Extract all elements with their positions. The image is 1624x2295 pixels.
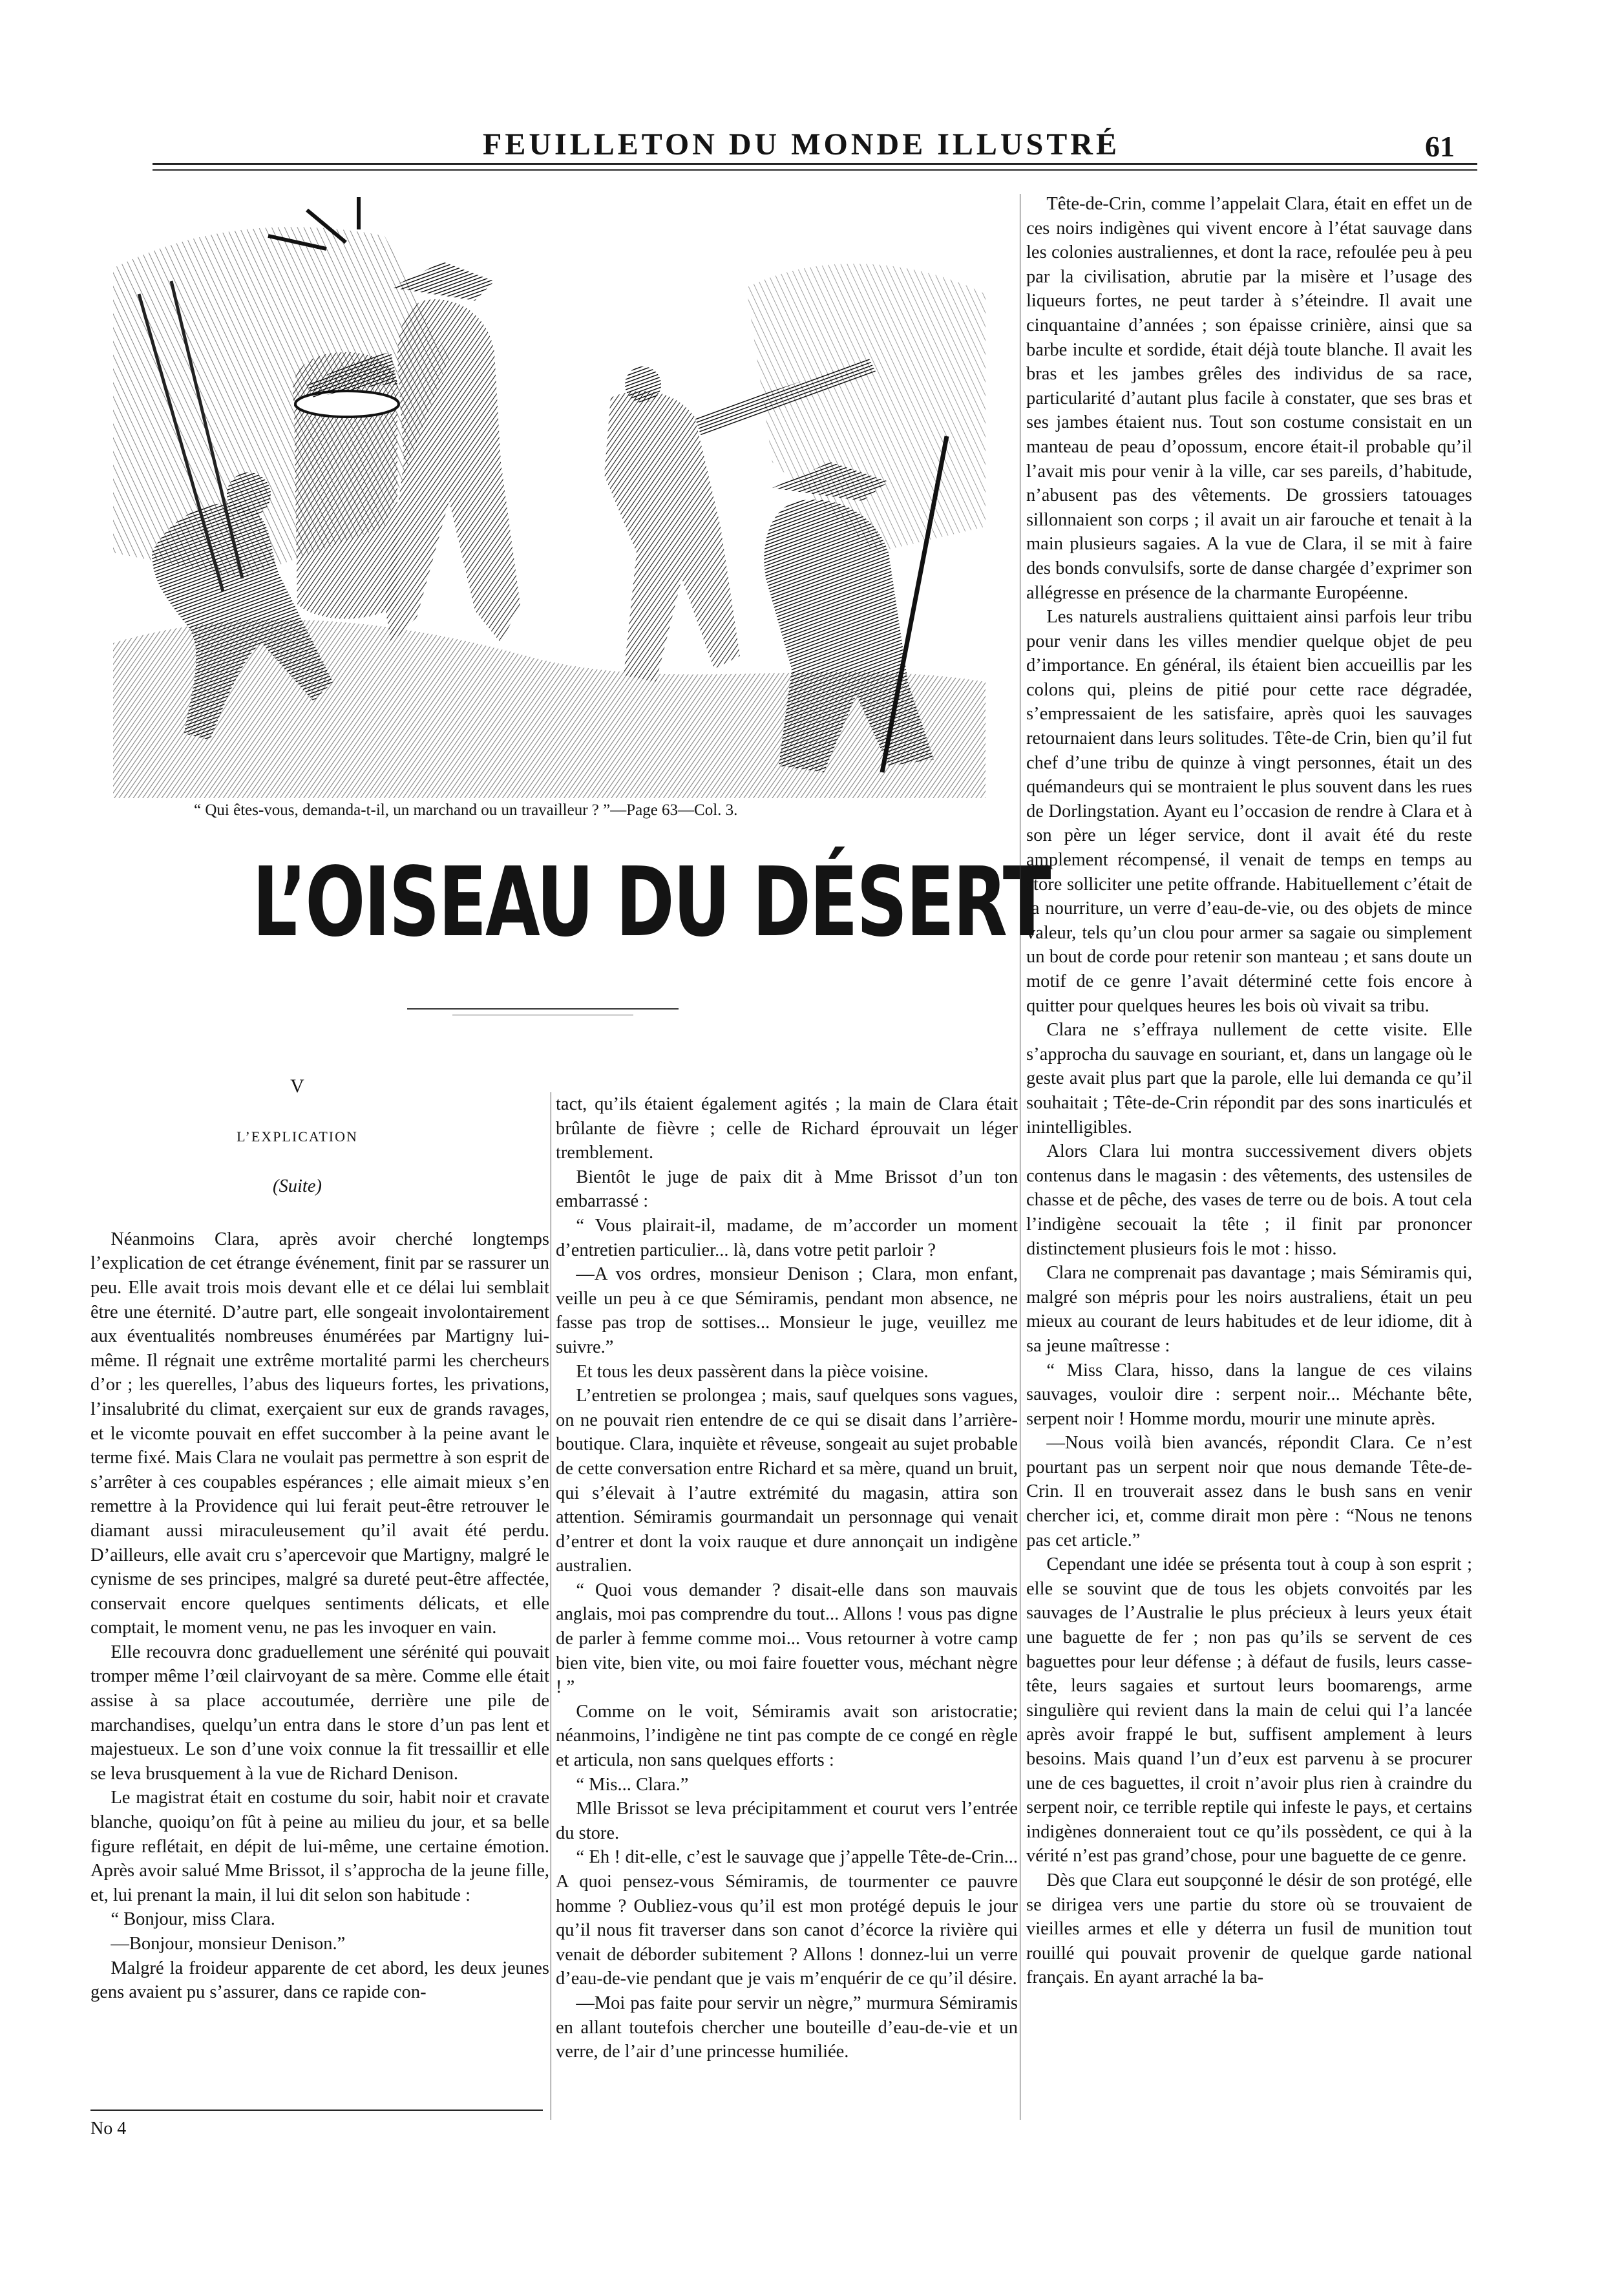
paragraph: “ Mis... Clara.”: [576, 1774, 689, 1795]
paragraph: Cependant une idée se présenta tout à coup à son esprit ; elle se souvint que de tous les objets convoités par les sauvages de l’Australie le plus précieux à leurs yeux était une baguette de fer ; non pas qu’ils se servent de ces baguettes pour leur défense ; à défaut de fusils, leurs casse-tête, leurs sagaies et surtout leurs boomarengs, arme singulière qui revient dans la main de celui qui l’a lancée après avoir frappé le but, suffisent amplement à leurs besoins. Mais quand l’un d’eux est parvenu à se procurer une de ces baguettes, il croit n’avoir plus rien à craindre du serpent noir, ce terrible reptile qui infeste le pays, et certains indigènes donneraient tout ce qu’ils possèdent, ce qui à la vérité n’est pas grand’chose, pour une baguette de ce genre.: [1026, 1554, 1472, 1867]
paragraph: “ Quoi vous demander ? disait-elle dans son mauvais anglais, moi pas comprendre du tout... Allons ! vous pas digne de parler à femme comme moi... Vous retourner à votre camp bien vite, bien vite, ou moi faire fouetter vous, méchant nègre ! ”: [556, 1580, 1018, 1698]
paragraph: Bientôt le juge de paix dit à Mme Brissot d’un ton embarrassé :: [556, 1167, 1018, 1212]
paragraph: Malgré la froideur apparente de cet abord, les deux jeunes gens avaient pu s’assurer, dans ce rapide con-: [90, 1958, 549, 2003]
section-subtitle: (Suite): [273, 1176, 322, 1197]
paragraph: L’entretien se prolongea ; mais, sauf quelques sons vagues, on ne pouvait rien entendre de ce qui se disait dans l’arrière-boutique. Clara, inquiète et rêveuse, songeait au sujet probable de cette conversation entre Richard et sa mère, quand un bruit, qui s’élevait à l’autre extrémité du magasin, attira son attention. Sémiramis gourmandait un personnage qui venait d’entrer et dont la voix rauque et dure annonçait un indigène australien.: [556, 1386, 1018, 1576]
header-rule-bottom: [153, 169, 1477, 171]
illustration-caption: “ Qui êtes-vous, demanda-t-il, un marchand ou un travailleur ? ”—Page 63—Col. 3.: [194, 801, 738, 819]
paragraph: Clara ne comprenait pas davantage ; mais Sémiramis qui, malgré son mépris pour les noirs australiens, était un peu mieux au courant de leurs habitudes et de leur idiome, dit à sa jeune maîtresse :: [1026, 1263, 1472, 1356]
paragraph: Le magistrat était en costume du soir, habit noir et cravate blanche, quoiqu’on fût à peine au milieu du jour, et sa belle figure reflétait, en dépit de lui-même, une certaine émotion. Après avoir salué Mme Brissot, il s’approcha de la jeune fille, et, lui prenant la main, il lui dit selon son habitude :: [90, 1788, 549, 1905]
section-number: V: [290, 1075, 304, 1097]
article-masthead: L’OISEAU DU DÉSERT: [252, 847, 1050, 958]
paragraph: Comme on le voit, Sémiramis avait son aristocratie; néanmoins, l’indigène ne tint pas compte de ce congé en règle et articula, non sans quelques efforts :: [556, 1701, 1018, 1771]
paragraph: Et tous les deux passèrent dans la pièce voisine.: [576, 1361, 929, 1382]
article-column-left: [90, 1074, 549, 2005]
paragraph: “ Vous plairait-il, madame, de m’accorder un moment d’entretien particulier... là, dans votre petit parloir ?: [556, 1215, 1018, 1260]
paragraph: —A vos ordres, monsieur Denison ; Clara, mon enfant, veille un peu à ce que Sémiramis, pendant mon absence, ne fasse pas trop de sottises... Monsieur le juge, veuillez me suivre.”: [556, 1264, 1018, 1357]
newspaper-title: FEUILLETON DU MONDE ILLUSTRÉ: [483, 127, 1120, 162]
engraving-illustration: [113, 191, 986, 798]
paragraph: Mlle Brissot se leva précipitamment et courut vers l’entrée du store.: [556, 1799, 1018, 1843]
paragraph: —Moi pas faite pour servir un nègre,” murmura Sémiramis en allant toutefois chercher une bouteille d’eau-de-vie et un verre, de l’air d’une princesse humiliée.: [556, 1993, 1018, 2062]
paragraph: —Nous voilà bien avancés, répondit Clara. Ce n’est pourtant pas un serpent noir que nous demande Tête-de-Crin. Il en trouverait assez dans le bush sans en venir chercher ici, et, comme dirait mon père : “Nous ne tenons pas cet article.”: [1026, 1433, 1472, 1550]
paragraph: Elle recouvra donc graduellement une sérénité qui pouvait tromper même l’œil clairvoyant de sa mère. Comme elle était assise à sa place accoutumée, derrière une pile de marchandises, quelqu’un entra dans le store d’un pas lent et majestueux. Le son d’une voix connue la fit tressaillir et elle se leva brusquement à la vue de Richard Denison.: [90, 1642, 549, 1784]
header-rule-top: [153, 163, 1477, 165]
article-column-middle: [556, 1092, 1018, 2064]
issue-number: No 4: [90, 2119, 127, 2139]
paragraph: “ Eh ! dit-elle, c’est le sauvage que j’appelle Tête-de-Crin... A quoi pensez-vous Sémiramis, de tourmenter ce pauvre homme ? Oubliez-vous qu’il est mon protégé depuis le jour qu’il nous fit traverser dans son canot d’écorce la rivière qui venait de déborder subitement ? Allons ! donnez-lui un verre d’eau-de-vie pendant que je vais m’enquérir de ce qu’il désire.: [556, 1847, 1018, 1989]
paragraph: “ Bonjour, miss Clara.: [111, 1909, 275, 1930]
paragraph: tact, qu’ils étaient également agités ; la main de Clara était brûlante de fièvre ; celle de Richard éprouvait un léger tremblement.: [556, 1094, 1018, 1163]
paragraph: “ Miss Clara, hisso, dans la langue de ces vilains sauvages, vouloir dire : serpent noir... Méchante bête, serpent noir ! Homme mordu, mourir une minute après.: [1026, 1360, 1472, 1429]
paragraph: Dès que Clara eut soupçonné le désir de son protégé, elle se dirigea vers une partie du store où se trouvaient de vieilles armes et elle y déterra un fusil de munition tout rouillé qui pouvait provenir de quelque garde national français. En ayant arraché la ba-: [1026, 1870, 1472, 1988]
footer-rule: [90, 2110, 543, 2111]
paragraph: Néanmoins Clara, après avoir cherché longtemps l’explication de cet étrange événement, finit par se rassurer un peu. Elle avait trois mois devant elle et ce délai lui semblait être une éternité. D’autre part, elle songeait involontairement aux éventualités nombreuses énumérées par Martigny lui-même. Il régnait une extrême mortalité parmi les chercheurs d’or ; les querelles, l’abus des liqueurs fortes, les privations, l’insalubrité du climat, exerçaient sur eux de grands ravages, et le vicomte pouvait en effet succomber à la peine avant le terme fixé. Mais Clara ne voulait pas permettre à son esprit de s’arrêter à ces coupables espérances ; elle aimait mieux s’en remettre à la Providence qui lui ferait peut-être retrouver le diamant aussi miraculeusement qu’il avait été perdu. D’ailleurs, elle avait cru s’apercevoir que Martigny, malgré le cynisme de ses principes, malgré sa dureté peut-être affectée, conservait encore quelques sentiments délicats, et elle comptait, le moment venu, ne pas les invoquer en vain.: [90, 1229, 549, 1638]
paragraph: Tête-de-Crin, comme l’appelait Clara, était en effet un de ces noirs indigènes qui vivent encore à l’état sauvage dans les colonies australiennes, et dont la race, refoulée peu à peu par la civilisation, abrutie par la misère et l’usage des liqueurs fortes, ne peut tarder à s’éteindre. Il avait une cinquantaine d’années ; son épaisse crinière, ainsi que sa barbe inculte et sordide, était déjà toute blanche. Il avait les bras et les jambes grêles des individus de sa race, particularité d’autant plus facile à constater, que ses bras et ses jambes étaient nus. Tout son costume consistait en un manteau de peau d’opossum, encore était-il probable qu’il l’avait mis pour venir à la ville, car ses pareils, d’habitude, n’abusent pas des vêtements. De grossiers tatouages sillonnaient son corps ; il avait un air farouche et tenait à la main plusieurs sagaies. A la vue de Clara, il se mit à faire des bonds convulsifs, sorte de danse chargée d’exprimer son allégresse en présence de la charmante Européenne.: [1026, 194, 1472, 603]
paragraph: Clara ne s’effraya nullement de cette visite. Elle s’approcha du sauvage en souriant, et, dans un langage où le geste avait plus part que la parole, elle lui demanda ce qu’il souhaitait ; Tête-de-Crin répondit par des sons inarticulés et inintelligibles.: [1026, 1020, 1472, 1137]
article-column-right: [1026, 192, 1472, 1990]
paragraph: Les naturels australiens quittaient ainsi parfois leur tribu pour venir dans les villes mendier quelque objet de peu d’importance. En général, ils étaient bien accueillis par les colons qui, pleins de pitié pour cette race dégradée, s’empressaient de les satisfaire, après quoi les sauvages retournaient dans leurs solitudes. Tête-de Crin, bien qu’il fut chef d’une tribu de quinze à vingt personnes, était un des quémandeurs qui se montraient le plus souvent dans les rues de Dorlingstation. Ayant eu l’occasion de rendre à Clara et à son père un léger service, dont il avait été du reste amplement récompensé, il venait de temps en temps au store solliciter une petite offrande. Habituellement c’était de la nourriture, un verre d’eau-de-vie, ou des objets de mince valeur, tels qu’un clou pour armer sa sagaie ou simplement un bout de corde pour retenir son manteau ; et sans doute un motif de ce genre l’avait déterminé cette fois encore à quitter pour quelques heures les bois où vivait sa tribu.: [1026, 607, 1472, 1016]
page-number: 61: [1425, 130, 1455, 163]
engraving-drawing: [113, 191, 986, 798]
section-title: L’EXPLICATION: [237, 1128, 358, 1145]
paragraph: Alors Clara lui montra successivement divers objets contenus dans le magasin : des vêtements, des ustensiles de chasse et de pêche, des vases de terre ou de bois. A tout cela l’indigène secouait la tête ; il finit par prononcer distinctement plusieurs fois le mot : hisso.: [1026, 1141, 1472, 1259]
ornamental-rule: [407, 1008, 679, 1010]
paragraph: —Bonjour, monsieur Denison.”: [111, 1934, 346, 1954]
